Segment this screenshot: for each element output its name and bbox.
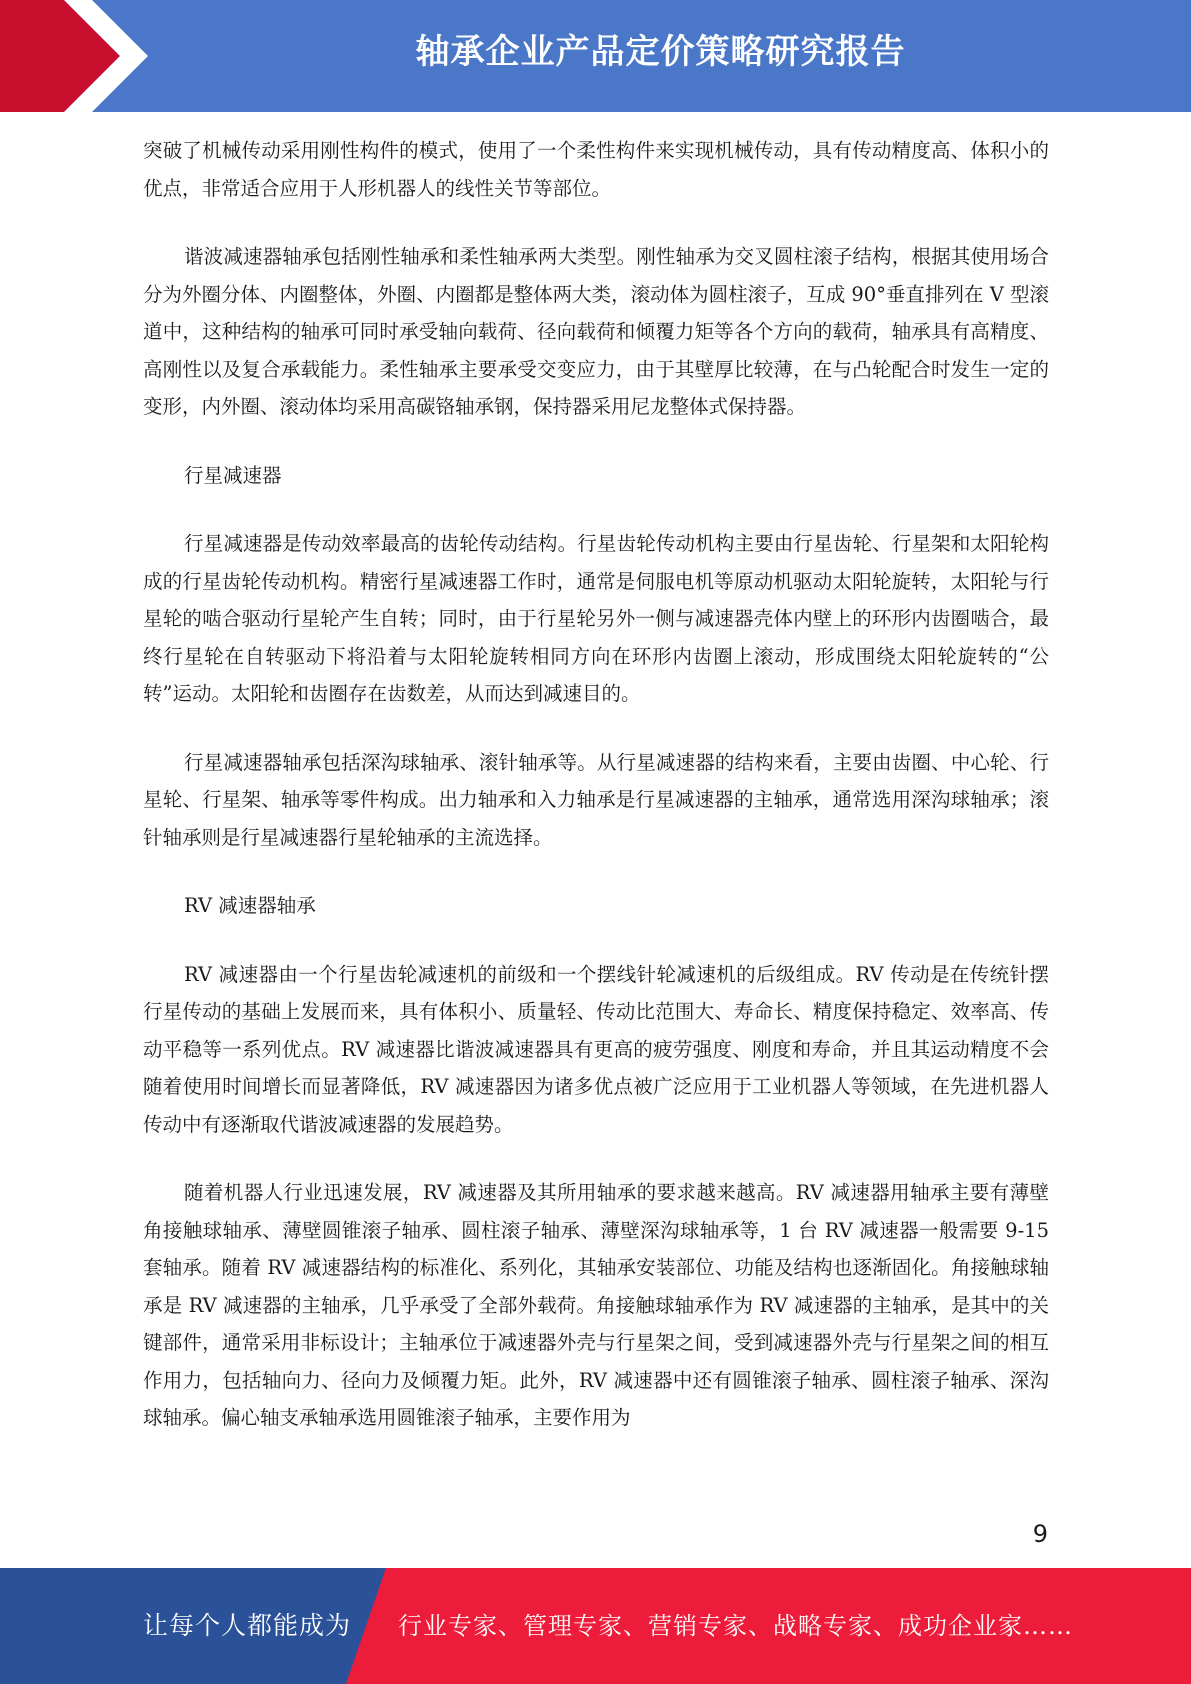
- footer-slogan-right: 行业专家、管理专家、营销专家、战略专家、成功企业家……: [398, 1612, 1073, 1640]
- page-number: 9: [1032, 1520, 1048, 1548]
- paragraph-harmonic-intro: 突破了机械传动采用刚性构件的模式，使用了一个柔性构件来实现机械传动，具有传动精度高、体积小的优点，非常适合应用于人形机器人的线性关节等部位。: [143, 139, 1049, 200]
- paragraph-harmonic-bearings: 谐波减速器轴承包括刚性轴承和柔性轴承两大类型。刚性轴承为交叉圆柱滚子结构，根据其使用场合分为外圈分体、内圈整体，外圈、内圈都是整体两大类，滚动体为圆柱滚子，互成 90°垂直排列在 V 型滚道中，这种结构的轴承可同时承受轴向载荷、径向载荷和倾覆力矩等各个方向的载荷，轴承具有高精度、高刚性以及复合承载能力。柔性轴承主要承受交变应力，由于其壁厚比较薄，在与凸轮配合时发生一定的变形，内外圈、滚动体均采用高碳铬轴承钢，保持器采用尼龙整体式保持器。: [143, 245, 1049, 418]
- section-heading-planetary-reducer: 行星减速器: [184, 463, 282, 487]
- document-body: [143, 132, 1049, 1468]
- section-heading-rv-bearing: RV 减速器轴承: [184, 894, 316, 917]
- paragraph-rv-reducer: RV 减速器由一个行星齿轮减速机的前级和一个摆线针轮减速机的后级组成。RV 传动是在传统针摆行星传动的基础上发展而来，具有体积小、质量轻、传动比范围大、寿命长、精度保持稳定、效率高、传动平稳等一系列优点。RV 减速器比谐波减速器具有更高的疲劳强度、刚度和寿命，并且其运动精度不会随着使用时间增长而显著降低，RV 减速器因为诸多优点被广泛应用于工业机器人等领域，在先进机器人传动中有逐渐取代谐波减速器的发展趋势。: [143, 962, 1049, 1136]
- page-header: [0, 0, 1191, 112]
- paragraph-planetary-bearings: 行星减速器轴承包括深沟球轴承、滚针轴承等。从行星减速器的结构来看，主要由齿圈、中心轮、行星轮、行星架、轴承等零件构成。出力轴承和入力轴承是行星减速器的主轴承，通常选用深沟球轴承；滚针轴承则是行星减速器行星轮轴承的主流选择。: [143, 750, 1049, 849]
- report-title: 轴承企业产品定价策略研究报告: [415, 32, 906, 72]
- footer-slogan-left: 让每个人都能成为: [143, 1611, 352, 1640]
- page-footer: [0, 1568, 1191, 1684]
- paragraph-rv-bearings: 随着机器人行业迅速发展，RV 减速器及其所用轴承的要求越来越高。RV 减速器用轴承主要有薄壁角接触球轴承、薄壁圆锥滚子轴承、圆柱滚子轴承、薄壁深沟球轴承等，1 台 RV 减速器一般需要 9-15 套轴承。随着 RV 减速器结构的标准化、系列化，其轴承安装部位、功能及结构也逐渐固化。角接触球轴承是 RV 减速器的主轴承，几乎承受了全部外载荷。角接触球轴承作为 RV 减速器的主轴承，是其中的关键部件，通常采用非标设计；主轴承位于减速器外壳与行星架之间，受到减速器外壳与行星架之间的相互作用力，包括轴向力、径向力及倾覆力矩。此外，RV 减速器中还有圆锥滚子轴承、圆柱滚子轴承、深沟球轴承。偏心轴支承轴承选用圆锥滚子轴承，主要作用为: [143, 1181, 1049, 1429]
- paragraph-planetary-reducer: 行星减速器是传动效率最高的齿轮传动结构。行星齿轮传动机构主要由行星齿轮、行星架和太阳轮构成的行星齿轮传动机构。精密行星减速器工作时，通常是伺服电机等原动机驱动太阳轮旋转，太阳轮与行星轮的啮合驱动行星轮产生自转；同时，由于行星轮另外一侧与减速器壳体内壁上的环形内齿圈啮合，最终行星轮在自转驱动下将沿着与太阳轮旋转相同方向在环形内齿圈上滚动，形成围绕太阳轮旋转的“公转”运动。太阳轮和齿圈存在齿数差，从而达到减速目的。: [143, 532, 1049, 705]
